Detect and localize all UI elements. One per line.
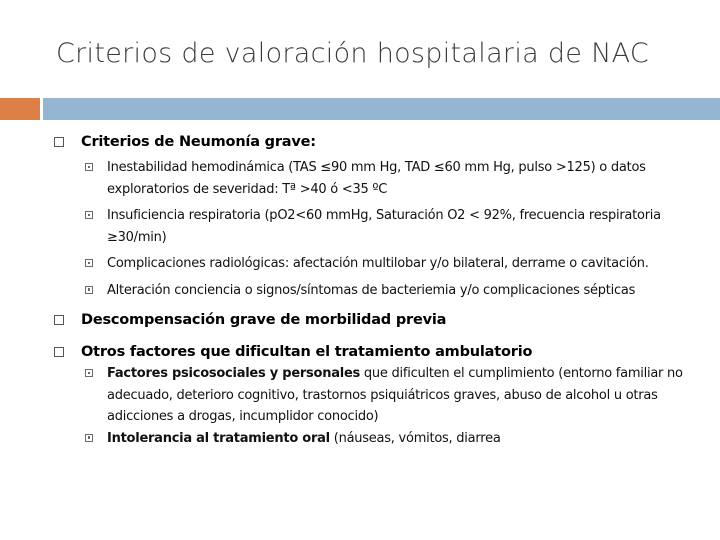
square-bullet-icon: [85, 434, 93, 442]
subitem-alteracion: [107, 280, 690, 302]
subitem-bold-text: Factores psicosociales y personales: [107, 366, 361, 381]
square-bullet-icon: [85, 211, 93, 219]
bullet-text: Criterios de Neumonía grave:: [81, 134, 316, 150]
bullet-list: [50, 132, 690, 449]
square-bullet-icon: [85, 259, 93, 267]
bullet-neumonia-grave: [50, 132, 690, 152]
square-bullet-icon: [85, 286, 93, 294]
title-band: [43, 98, 720, 120]
subitem-complicaciones: [107, 253, 690, 275]
square-bullet-icon: [85, 163, 93, 171]
subitem-text: Complicaciones radiológicas: afectación multilobar y/o bilateral, derrame o cavitación.: [107, 256, 649, 271]
bullet-descompensacion: [50, 310, 690, 330]
accent-bar: [0, 98, 40, 120]
slide-title: Criterios de valoración hospitalaria de NAC: [56, 38, 650, 69]
subitem-inestabilidad: [107, 157, 690, 200]
checkbox-bullet-icon: [54, 347, 64, 357]
bullet-text: Otros factores que dificultan el tratamiento ambulatorio: [81, 344, 533, 360]
bullet-text: Descompensación grave de morbilidad previa: [81, 312, 447, 328]
bullet-otros-factores: [50, 342, 690, 362]
subitem-factores-psicosociales: [107, 363, 690, 428]
subitem-text: (náuseas, vómitos, diarrea: [329, 430, 501, 446]
subitem-text: Insuficiencia respiratoria (pO2<60 mmHg, Saturación O2 < 92%, frecuencia respiratoria ≥30/min): [107, 208, 661, 245]
subitem-text: Alteración conciencia o signos/síntomas de bacteriemia y/o complicaciones sépticas: [107, 282, 636, 298]
subitem-text: Inestabilidad hemodinámica (TAS ≤90 mm Hg, TAD ≤60 mm Hg, pulso >125) o datos exploratorios de severidad: Tª >40 ó <35 ºC: [107, 160, 646, 197]
square-bullet-icon: [85, 369, 93, 377]
subitem-bold-text: Intolerancia al tratamiento oral: [107, 430, 330, 446]
subitem-text: que dificulten el cumplimiento (entorno familiar no adecuado, deterioro cognitivo, trastornos psiquiátricos graves, abuso de alcohol u otras adicciones a drogas, incumplidor conocido): [107, 366, 683, 424]
checkbox-bullet-icon: [54, 137, 64, 147]
checkbox-bullet-icon: [54, 315, 64, 325]
subitem-intolerancia: [107, 428, 690, 450]
subitem-insuficiencia: [107, 205, 690, 248]
